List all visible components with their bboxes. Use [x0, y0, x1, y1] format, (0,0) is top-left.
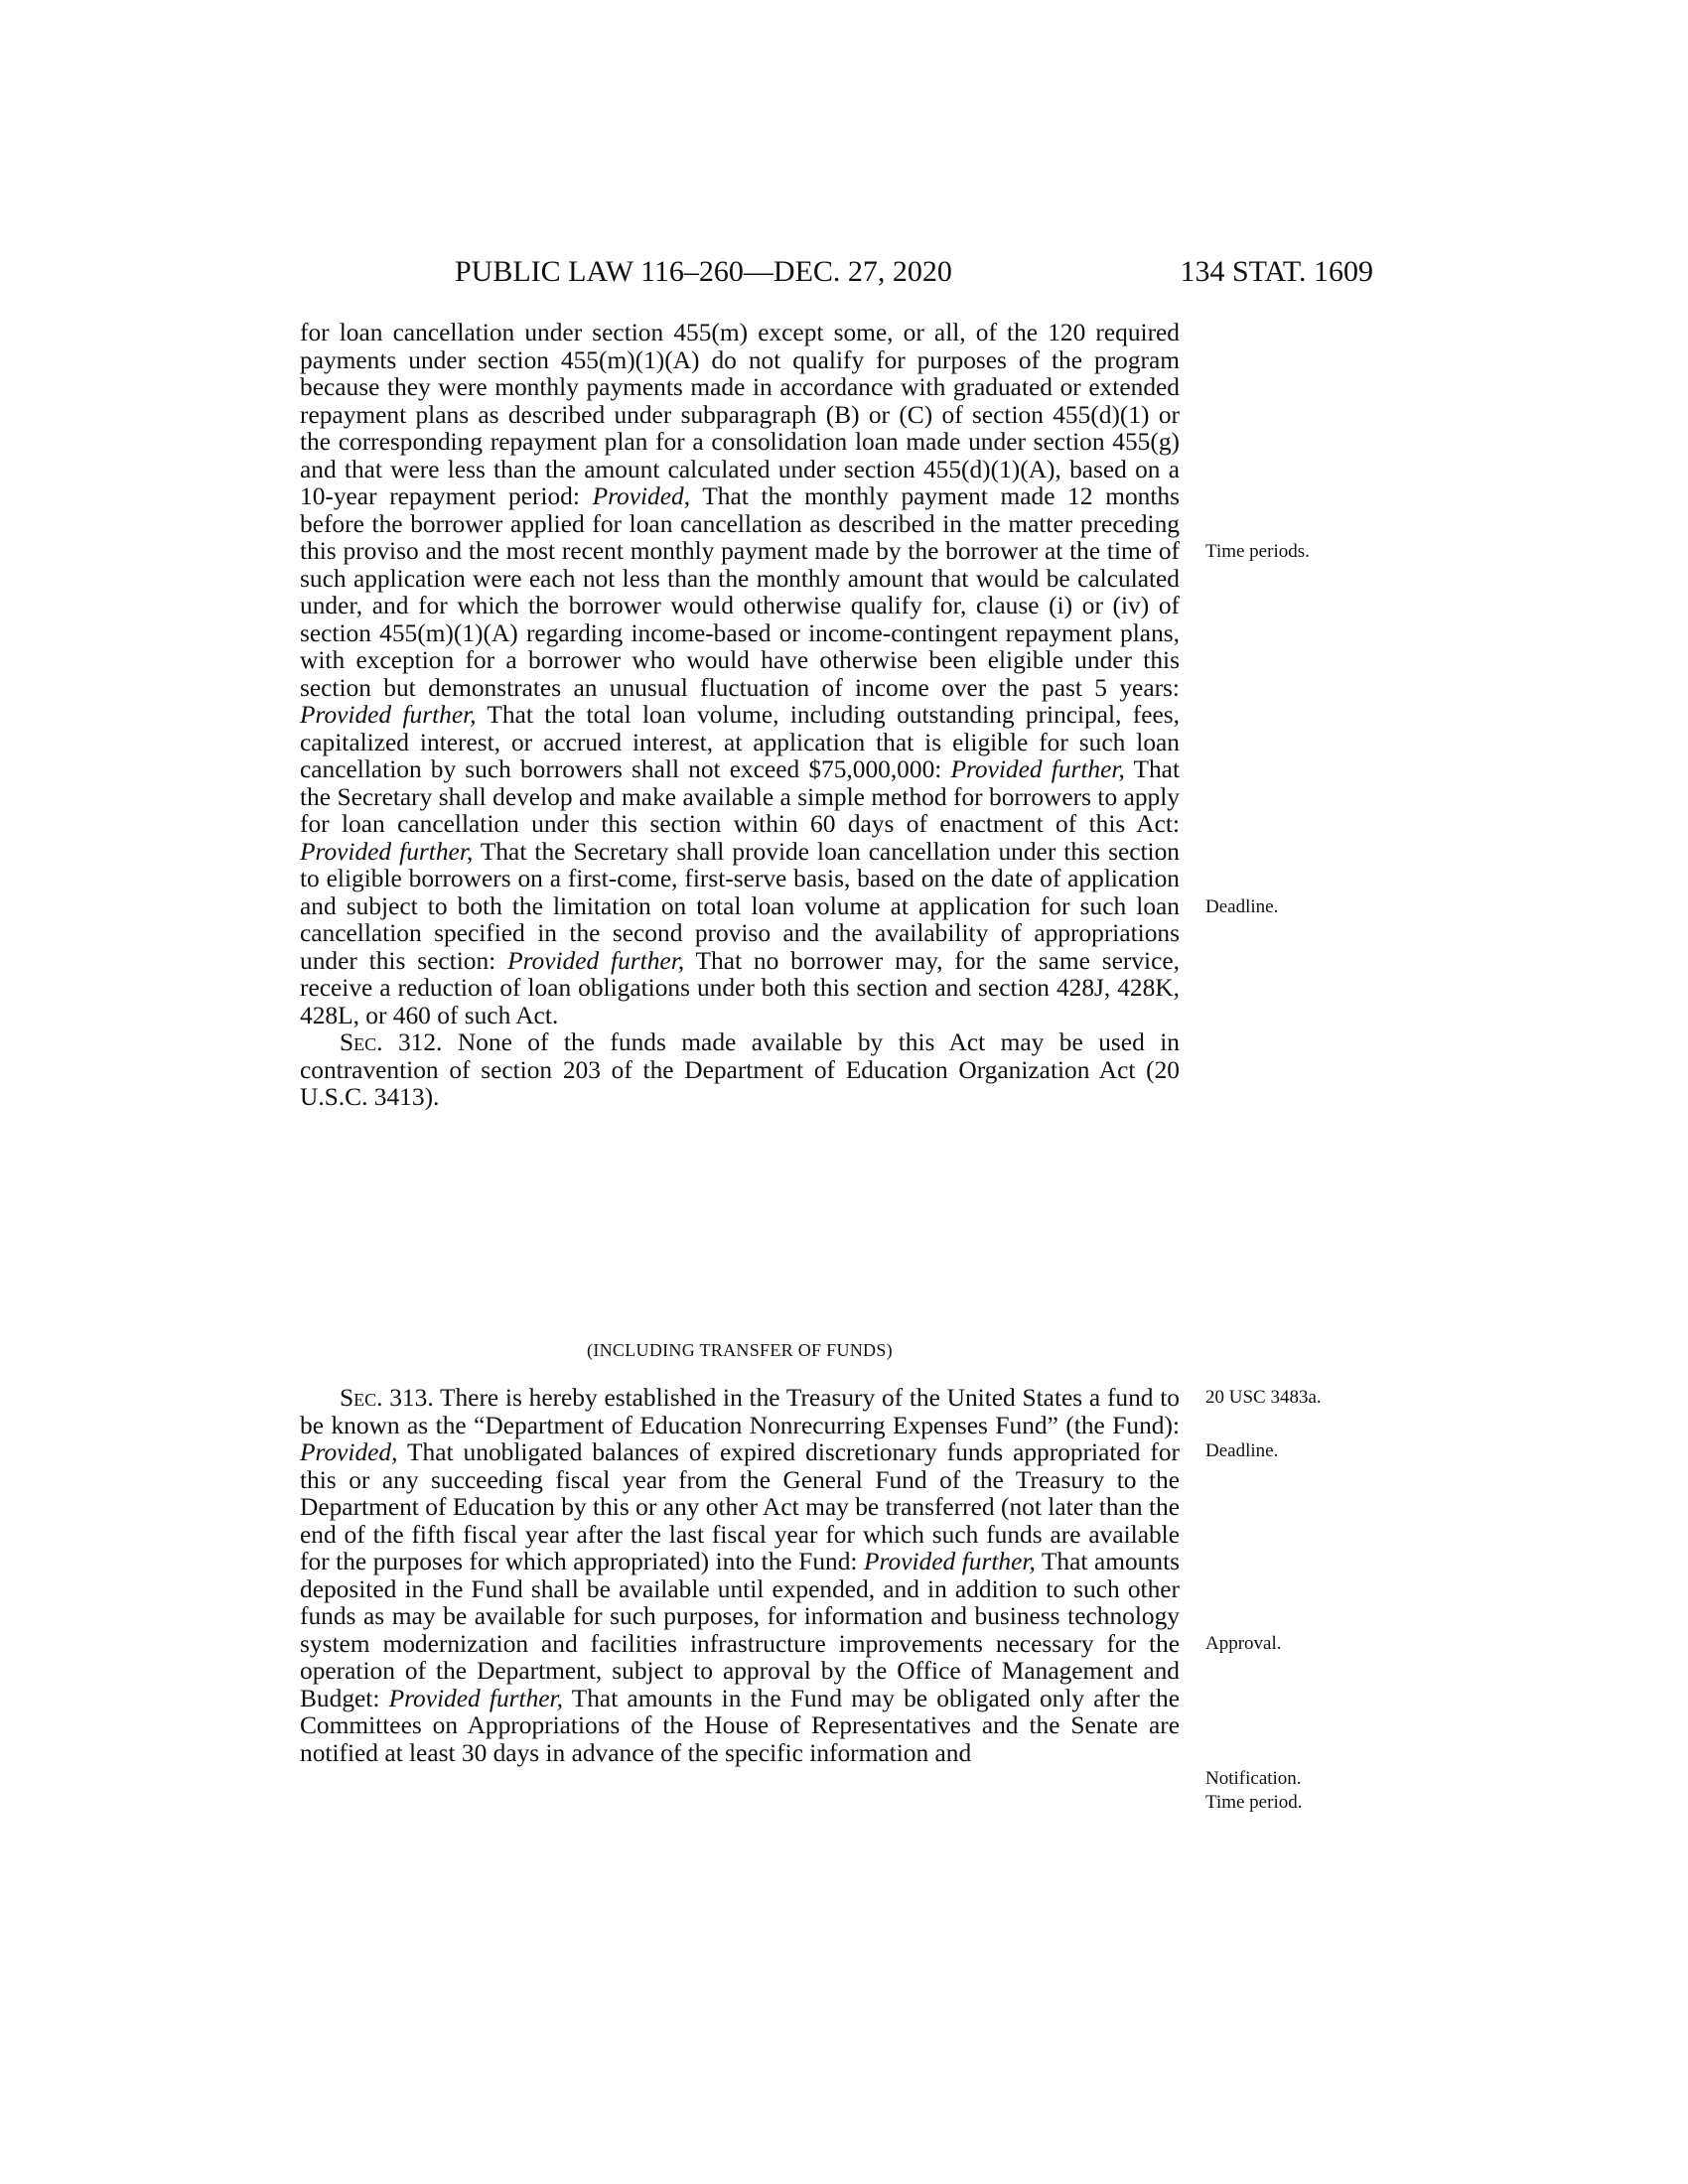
proviso: Provided further, — [300, 837, 474, 866]
running-header — [455, 252, 1373, 292]
proviso: Provided, — [592, 482, 691, 510]
section-312: Sec. 312. None of the funds made available by this Act may be used in contravention of section 203 of the Department of Education Organization Act (20 U.S.C. 3413). — [300, 1028, 1180, 1111]
section-313: Sec. 313. There is hereby established in the Treasury of the United States a fund to be known as the “Department of Education Nonrecurring Expenses Fund” (the Fund): Provided, That unobligated balances of expired discretionary funds appropriated for this or any succeeding fiscal year from the General Fund of the Treasury to the Department of Education by this or any other Act may be transferred (not later than the end of the fifth fiscal year after the last fiscal year for which such funds are available for the purposes for which appropriated) into the Fund: Provided further, That amounts deposited in the Fund shall be available until expended, and in addition to such other funds as may be available for such purposes, for information and business technology system modernization and facilities infrastructure improvements necessary for the operation of the Department, subject to approval by the Office of Management and Budget: Provided further, That amounts in the Fund may be obligated only after the Committees on Appropriations of the House of Representatives and the Senate are notified at least 30 days in advance of the specific information and — [300, 1384, 1181, 1767]
proviso: Provided, — [300, 1438, 398, 1466]
margin-note-approval: Approval. — [1205, 1633, 1282, 1654]
proviso: Provided further, — [507, 946, 685, 975]
proviso: Provided further, — [950, 755, 1125, 783]
paragraph-continued: for loan cancellation under section 455(m) except some, or all, of the 120 required payments under section 455(m)(1)(A) do not qualify for purposes of the program because they were monthly payments made in accordance with graduated or extended repayment plans as described under subparagraph (B) or (C) of section 455(d)(1) or the corresponding repayment plan for a consolidation loan made under section 455(g) and that were less than the amount calculated under section 455(d)(1)(A), based on a 10-year repayment period: Provided, That the monthly payment made 12 months before the borrower applied for loan cancellation as described in the matter preceding this proviso and the most recent monthly payment made by the borrower at the time of such application were each not less than the monthly amount that would be calculated under, and for which the borrower would otherwise qualify for, clause (i) or (iv) of section 455(m)(1)(A) regarding income-based or income-contingent repayment plans, with exception for a borrower who would have otherwise been eligible under this section but demonstrates an unusual fluctuation of income over the past 5 years: Provided further, That the total loan volume, including outstanding principal, fees, capitalized interest, or accrued interest, at application that is eligible for such loan cancellation by such borrowers shall not exceed $75,000,000: Provided further, That the Secretary shall develop and make available a simple method for borrowers to apply for loan cancellation under this section within 60 days of enactment of this Act: Provided further, That the Secretary shall provide loan cancellation under this section to eligible borrowers on a first-come, first-serve basis, based on the date of application and subject to both the limitation on total loan volume at application for such loan cancellation specified in the second proviso and the availability of appropriations under this section: Provided further, That no borrower may, for the same service, receive a reduction of loan obligations under both this section and section 428J, 428K, 428L, or 460 of such Act. — [300, 319, 1180, 1029]
margin-note-time-period: Time period. — [1205, 1792, 1303, 1813]
subheading: (INCLUDING TRANSFER OF FUNDS) — [587, 1340, 893, 1360]
margin-note-deadline: Deadline. — [1205, 896, 1279, 917]
section-label: Sec. 312. — [340, 1028, 443, 1056]
margin-note-time-periods: Time periods. — [1205, 541, 1310, 562]
header-title: PUBLIC LAW 116–260—DEC. 27, 2020 — [455, 255, 952, 288]
margin-note-usc-citation: 20 USC 3483a. — [1205, 1387, 1322, 1408]
proviso: Provided further, — [864, 1548, 1036, 1575]
section-label: Sec. 313. — [340, 1384, 434, 1412]
margin-note-deadline: Deadline. — [1205, 1440, 1279, 1461]
main-text-upper — [300, 320, 1180, 1112]
main-text-lower — [300, 1385, 1180, 1767]
margin-note-notification: Notification. — [1205, 1768, 1302, 1789]
proviso: Provided further, — [300, 701, 477, 729]
header-page-number: 134 STAT. 1609 — [1180, 255, 1373, 288]
proviso: Provided further, — [388, 1684, 563, 1712]
